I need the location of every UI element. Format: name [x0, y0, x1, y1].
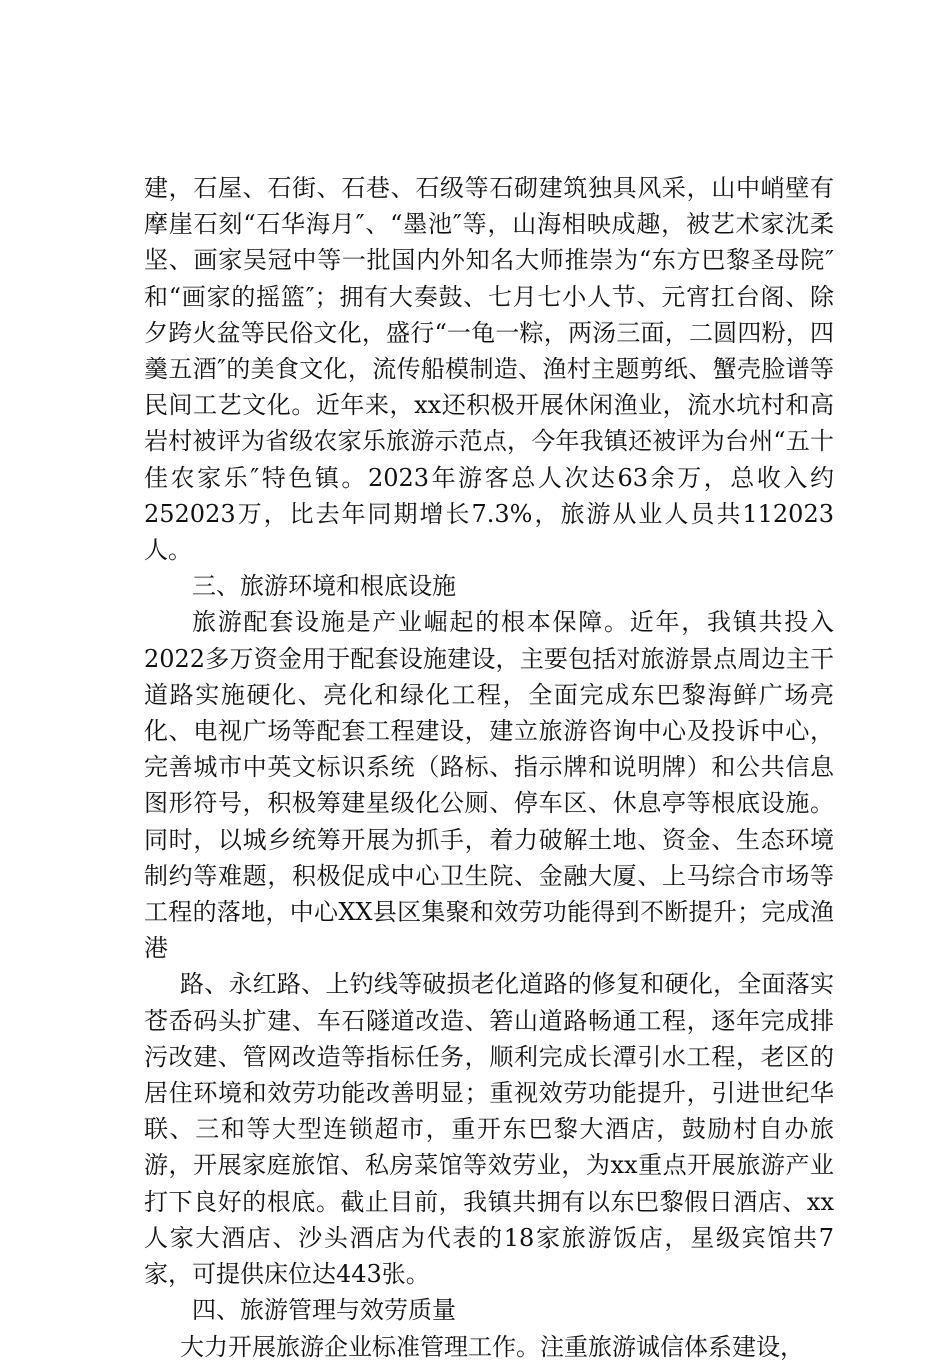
paragraph-supporting-facilities: 旅游配套设施是产业崛起的根本保障。近年，我镇共投入2022多万资金用于配套设施建设，主要包括对旅游景点周边主干道路实施硬化、亮化和绿化工程，全面完成东巴黎海鲜广场亮化、电视广场等配套工程建设，建立旅游咨询中心及投诉中心，完善城市中英文标识系统（路标、指示牌和说明牌）和公共信息图形符号，积极筹建星级化公厕、停车区、休息亭等根底设施。同时，以城乡统筹开展为抓手，着力破解土地、资金、生态环境制约等难题，积极促成中心卫生院、金融大厦、上马综合市场等工程的落地，中心XX县区集聚和效劳功能得到不断提升；完成渔港	[144, 608, 834, 963]
paragraph-road-and-hotels: 路、永红路、上钓线等破损老化道路的修复和硬化，全面落实苍岙码头扩建、车石隧道改造、箬山道路畅通工程，逐年完成排污改建、管网改造等指标任务，顺利完成长潭引水工程，老区的居住环境和效劳功能改善明显；重视效劳功能提升，引进世纪华联、三和等大型连锁超市，重开东巴黎大酒店，鼓励村自办旅游，开展家庭旅馆、私房菜馆等效劳业，为xx重点开展旅游产业打下良好的根底。截止目前，我镇共拥有以东巴黎假日酒店、xx人家大酒店、沙头酒店为代表的18家旅游饭店，星级宾馆共7家，可提供床位达443张。	[144, 970, 834, 1289]
section-heading-tourism-management: 四、旅游管理与效劳质量	[192, 1296, 456, 1325]
paragraph-standard-management: 大力开展旅游企业标准管理工作。注重旅游诚信体系建设，	[180, 1332, 804, 1361]
section-heading-tourism-environment: 三、旅游环境和根底设施	[192, 572, 456, 601]
document-body	[144, 170, 834, 1365]
paragraph-culture-overview: 建，石屋、石街、石巷、石级等石砌建筑独具风采，山中峭壁有摩崖石刻“石华海月″、“墨池″等，山海相映成趣，被艺术家沈柔坚、画家吴冠中等一批国内外知名大师推崇为“东方巴黎圣母院″和“画家的摇篮″；拥有大奏鼓、七月七小人节、元宵扛台阁、除夕跨火盆等民俗文化，盛行“一龟一粽，两汤三面，二圆四粉，四羹五酒″的美食文化，流传船模制造、渔村主题剪纸、蟹壳脸谱等民间工艺文化。近年来，xx还积极开展休闲渔业，流水坑村和高岩村被评为省级农家乐旅游示范点，今年我镇还被评为台州“五十佳农家乐″特色镇。2023年游客总人次达63余万，总收入约252023万，比去年同期增长7.3%，旅游从业人员共112023人。	[144, 174, 834, 565]
